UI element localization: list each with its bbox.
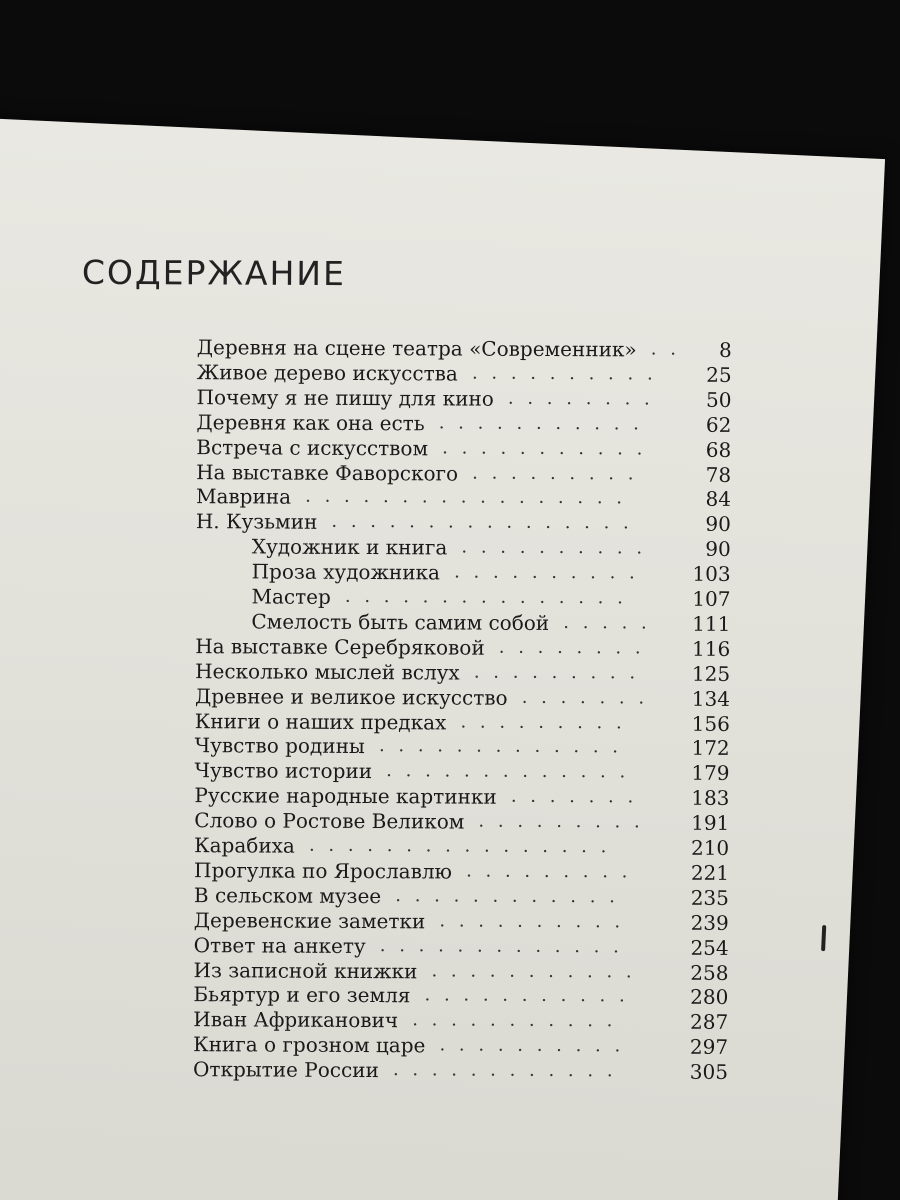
toc-leader-dots: . . . . . . . . . .	[461, 536, 647, 559]
toc-entry-title: Художник и книга	[251, 534, 448, 560]
toc-entry-page: 62	[705, 412, 732, 437]
toc-entry-page: 111	[692, 611, 731, 636]
toc-leader-dots: . . . . . . . . .	[473, 661, 640, 684]
toc-entry-title: Смелость быть самим собой	[251, 609, 550, 635]
toc-entry-page: 210	[690, 835, 730, 860]
toc-leader-dots: . . . . . . . . .	[460, 711, 626, 733]
toc-entry-title: Из записной книжки	[193, 957, 418, 983]
toc-entry-title: Почему я не пишу для кино	[196, 384, 494, 411]
toc-leader-dots: . . . . . . . . . . .	[438, 412, 643, 435]
toc-entry-page: 8	[718, 337, 732, 362]
toc-entry-title: Слово о Ростове Великом	[194, 808, 465, 834]
toc-entry-title: Несколько мыслей вслух	[195, 658, 460, 685]
toc-entry-page: 90	[705, 536, 731, 562]
toc-entry-page: 191	[691, 810, 730, 836]
book-page	[0, 118, 885, 1200]
toc-entry-page: 116	[691, 636, 731, 661]
toc-entry-page: 305	[689, 1059, 729, 1085]
toc-leader-dots: . . . . . . . . . . . . . . .	[344, 585, 627, 609]
toc-entry-title: Книги о наших предках	[194, 708, 447, 734]
toc-leader-dots: . . . . . . . . . . .	[412, 1009, 617, 1032]
toc-leader-dots: . .	[650, 338, 681, 360]
page-heading: СОДЕРЖАНИЕ	[81, 252, 347, 294]
toc-entry-title: Деревня на сцене театра «Современник»	[196, 335, 637, 362]
toc-leader-dots: . . . . . . . . .	[478, 810, 644, 833]
toc-entry-page: 254	[690, 935, 729, 960]
toc-leader-dots: . . . . . . . . . . .	[442, 437, 647, 460]
toc-entry-page: 179	[691, 761, 730, 786]
toc-entry-page: 84	[705, 487, 732, 512]
toc-entry-title: Деревенские заметки	[193, 907, 426, 934]
toc-leader-dots: . . . . . . . . .	[466, 860, 632, 883]
toc-entry-title: Иван Африканович	[193, 1007, 399, 1033]
toc-entry-page: 287	[690, 1010, 729, 1035]
toc-leader-dots: . . . . . . . .	[507, 387, 654, 410]
toc-entry-title: Книга о грозном царе	[193, 1032, 426, 1058]
toc-entry-title: Древнее и великое искусство	[194, 683, 508, 710]
toc-entry-page: 235	[690, 885, 729, 910]
toc-entry-title: Живое дерево искусства	[196, 360, 458, 386]
toc-leader-dots: . . . . . . . . . .	[439, 1034, 625, 1057]
toc-entry-page: 280	[690, 985, 729, 1010]
toc-entry-title: Русские народные картинки	[194, 783, 497, 809]
toc-leader-dots: . . . . . . . . . . . . . . . .	[331, 511, 633, 534]
toc-entry-page: 50	[706, 387, 732, 412]
toc-leader-dots: . . . . . . . . . . . . .	[379, 934, 623, 957]
toc-entry-title: Ответ на анкету	[193, 932, 366, 958]
toc-leader-dots: . . . . . . . . . . .	[424, 984, 629, 1007]
toc-entry-title: На выставке Фаворского	[196, 459, 459, 486]
toc-entry-title: Прогулка по Ярославлю	[194, 858, 453, 884]
toc-entry-page: 25	[706, 362, 732, 387]
toc-leader-dots: . . . . . . . . . . . . . . . . .	[305, 486, 627, 509]
toc-entry-title: Бьяртур и его земля	[193, 982, 411, 1008]
toc-entry-title: Н. Кузьмин	[195, 509, 318, 535]
toc-entry-page: 297	[689, 1034, 729, 1060]
toc-entry-page: 156	[691, 711, 730, 736]
toc-leader-dots: . . . . . . .	[510, 785, 638, 808]
toc-leader-dots: . . . . . . . . . .	[454, 561, 639, 584]
toc-entry-page: 134	[691, 686, 731, 711]
toc-entry-title: Карабиха	[194, 833, 295, 858]
toc-entry-title: Проза художника	[251, 559, 441, 585]
toc-leader-dots: . . . . . . . . . . . . .	[378, 735, 623, 758]
toc-entry	[196, 335, 732, 362]
toc-entry-page: 258	[690, 960, 729, 985]
toc-entry-page: 107	[692, 586, 731, 611]
toc-entry-page: 221	[690, 860, 730, 885]
toc-entry-title: В сельском музее	[193, 882, 382, 908]
toc-leader-dots: . . . . . . . . . . . . .	[386, 760, 630, 783]
toc-leader-dots: . . . . . . . . . .	[439, 910, 625, 933]
toc-entry-title: Мастер	[251, 584, 331, 609]
toc-leader-dots: . . . . . . . . . . . .	[395, 884, 619, 908]
toc-entry-title: Открытие России	[192, 1057, 379, 1083]
toc-entry-page: 68	[705, 437, 732, 462]
toc-entry-page: 172	[691, 736, 730, 761]
toc-entry-title: Деревня как она есть	[196, 409, 425, 436]
toc-entry-page: 239	[690, 910, 729, 935]
toc-entry-title: Чувство родины	[194, 733, 365, 759]
toc-leader-dots: . . . . . . .	[521, 686, 649, 709]
toc-entry-page: 90	[705, 512, 731, 537]
toc-leader-dots: . . . . . . . . . . . . . . . .	[308, 834, 611, 858]
toc-entry-title: Чувство истории	[194, 758, 373, 784]
toc-entry-page: 125	[691, 661, 731, 686]
toc-leader-dots: . . . . .	[563, 611, 651, 634]
toc-leader-dots: . . . . . . . . . . . .	[392, 1059, 617, 1082]
toc-entry-title: На выставке Серебряковой	[195, 633, 485, 660]
toc-leader-dots: . . . . . . . .	[498, 636, 645, 659]
toc-entry-page: 78	[705, 462, 732, 487]
page-mark	[821, 925, 826, 951]
toc-leader-dots: . . . . . . . . . . .	[431, 959, 636, 982]
toc-leader-dots: . . . . . . . . .	[472, 462, 638, 484]
toc-entry-title: Встреча с искусством	[196, 434, 429, 460]
toc-entry-page: 103	[692, 561, 731, 587]
toc-entry-page: 183	[691, 785, 730, 811]
toc-leader-dots: . . . . . . . . . .	[471, 362, 657, 385]
toc-entry-title: Маврина	[195, 484, 292, 510]
